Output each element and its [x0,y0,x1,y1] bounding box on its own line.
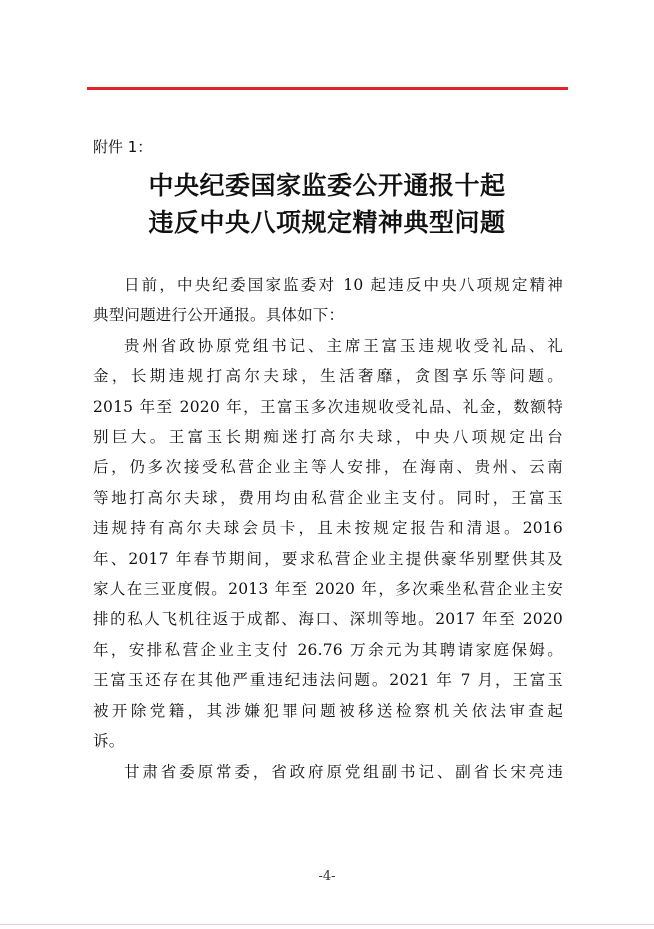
text-line: 典型问题进行公开通报。具体如下： [93,306,345,325]
text-line: 违规持有高尔夫球会员卡，且未按规定报告和清退。2016 [93,519,563,538]
attachment-label: 附件 1： [93,138,153,156]
text-line: 日前，中央纪委国家监委对 10 起违反中央八项规定精神 [124,276,563,294]
text-line: 后，仍多次接受私营企业主等人安排，在海南、贵州、云南 [93,458,563,477]
paragraph-case-song-liang [93,757,563,787]
document-title-line-1: 中央纪委国家监委公开通报十起 [148,171,506,200]
text-line: 等地打高尔夫球，费用均由私营企业主支付。同时，王富玉 [93,488,563,507]
text-line: 金，长期违规打高尔夫球，生活奢靡，贪图享乐等问题。 [93,367,563,386]
text-line: 诉。 [93,732,125,751]
footer-rule [0,924,654,925]
text-line: 甘肃省委原常委，省政府原党组副书记、副省长宋亮违 [124,762,563,781]
text-line: 排的私人飞机往返于成都、海口、深圳等地。2017 年至 2020 [93,610,563,629]
text-line: 家人在三亚度假。2013 年至 2020 年，多次乘坐私营企业主安 [93,580,563,599]
paragraph-intro [93,270,563,331]
document-body [93,270,563,787]
text-line: 年，安排私营企业主支付 26.76 万余元为其聘请家庭保姆。 [93,640,563,659]
text-line: 2015 年至 2020 年，王富玉多次违规收受礼品、礼金，数额特 [93,397,563,416]
text-line: 年、2017 年春节期间，要求私营企业主提供豪华别墅供其及 [93,549,563,568]
text-line: 别巨大。王富玉长期痴迷打高尔夫球，中央八项规定出台 [93,428,563,447]
header-red-rule [87,87,568,90]
text-line: 贵州省政协原党组书记、主席王富玉违规收受礼品、礼 [124,336,563,355]
text-line: 王富玉还存在其他严重违纪违法问题。2021 年 7 月，王富玉 [93,671,563,690]
text-line: 被开除党籍，其涉嫌犯罪问题被移送检察机关依法审查起 [93,701,563,720]
document-title-line-2: 违反中央八项规定精神典型问题 [148,208,506,237]
paragraph-case-wang-fuyu [93,331,563,757]
page-number: -4- [318,869,336,884]
